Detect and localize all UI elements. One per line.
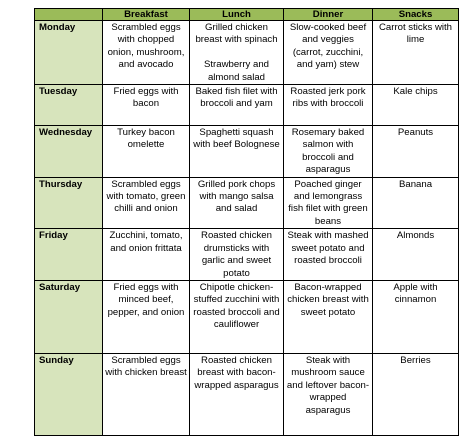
lunch-cell: Roasted chicken breast with bacon-wrapped asparagus xyxy=(190,353,284,435)
day-cell: Sunday xyxy=(35,353,103,435)
header-row xyxy=(35,9,459,21)
header-snacks: Snacks xyxy=(373,9,459,21)
table-row xyxy=(35,353,459,435)
table-row xyxy=(35,280,459,353)
lunch-cell: Grilled chicken breast with spinach Strawberry and almond salad xyxy=(190,21,284,85)
snacks-cell: Almonds xyxy=(373,229,459,281)
day-cell: Thursday xyxy=(35,177,103,229)
breakfast-cell: Fried eggs with minced beef, pepper, and onion xyxy=(103,280,190,353)
breakfast-cell: Zucchini, tomato, and onion frittata xyxy=(103,229,190,281)
table-row xyxy=(35,229,459,281)
dinner-cell: Steak with mashed sweet potato and roasted broccoli xyxy=(284,229,373,281)
corner-cell xyxy=(35,9,103,21)
header-dinner: Dinner xyxy=(284,9,373,21)
lunch-cell: Grilled pork chops with mango salsa and salad xyxy=(190,177,284,229)
day-cell: Friday xyxy=(35,229,103,281)
snacks-cell: Banana xyxy=(373,177,459,229)
meal-plan-table xyxy=(34,8,459,436)
header-lunch: Lunch xyxy=(190,9,284,21)
breakfast-cell: Fried eggs with bacon xyxy=(103,85,190,126)
lunch-cell: Spaghetti squash with beef Bolognese xyxy=(190,126,284,178)
table-row xyxy=(35,177,459,229)
breakfast-cell: Scrambled eggs with chopped onion, mushroom, and avocado xyxy=(103,21,190,85)
day-cell: Wednesday xyxy=(35,126,103,178)
dinner-cell: Roasted jerk pork ribs with broccoli xyxy=(284,85,373,126)
table-row xyxy=(35,85,459,126)
snacks-cell: Carrot sticks with lime xyxy=(373,21,459,85)
table-row xyxy=(35,21,459,85)
day-cell: Tuesday xyxy=(35,85,103,126)
dinner-cell: Poached ginger and lemongrass fish filet with green beans xyxy=(284,177,373,229)
breakfast-cell: Scrambled eggs with chicken breast xyxy=(103,353,190,435)
dinner-cell: Slow-cooked beef and veggies (carrot, zucchini, and yam) stew xyxy=(284,21,373,85)
lunch-cell: Chipotle chicken-stuffed zucchini with roasted broccoli and cauliflower xyxy=(190,280,284,353)
breakfast-cell: Turkey bacon omelette xyxy=(103,126,190,178)
snacks-cell: Apple with cinnamon xyxy=(373,280,459,353)
table-row xyxy=(35,126,459,178)
snacks-cell: Peanuts xyxy=(373,126,459,178)
header-breakfast: Breakfast xyxy=(103,9,190,21)
dinner-cell: Rosemary baked salmon with broccoli and asparagus xyxy=(284,126,373,178)
dinner-cell: Steak with mushroom sauce and leftover bacon-wrapped asparagus xyxy=(284,353,373,435)
dinner-cell: Bacon-wrapped chicken breast with sweet potato xyxy=(284,280,373,353)
lunch-cell: Roasted chicken drumsticks with garlic and sweet potato xyxy=(190,229,284,281)
snacks-cell: Kale chips xyxy=(373,85,459,126)
snacks-cell: Berries xyxy=(373,353,459,435)
day-cell: Monday xyxy=(35,21,103,85)
day-cell: Saturday xyxy=(35,280,103,353)
breakfast-cell: Scrambled eggs with tomato, green chilli and onion xyxy=(103,177,190,229)
lunch-cell: Baked fish filet with broccoli and yam xyxy=(190,85,284,126)
